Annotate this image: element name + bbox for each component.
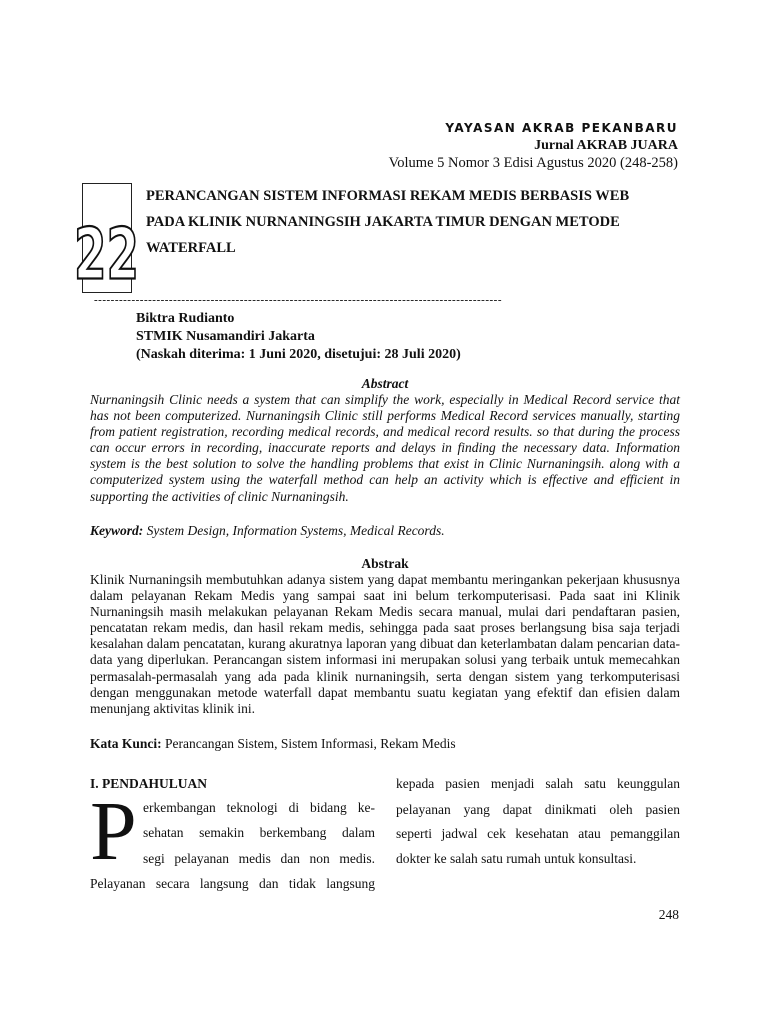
keywords-id [90, 736, 680, 752]
dashed-divider: -------------------------------------------------------------------------------------------------- [94, 294, 502, 306]
body-line: dokter ke salah satu rumah untuk konsultasi. [396, 851, 637, 866]
body-line: segi pelayanan medis dan non medis. [143, 851, 375, 866]
title-line: WATERFALL [146, 240, 236, 256]
title-line: PADA KLINIK NURNANINGSIH JAKARTA TIMUR DENGAN METODE [146, 214, 620, 230]
publisher-name: YAYASAN AKRAB PEKANBARU [445, 121, 678, 135]
journal-name: Jurnal AKRAB JUARA [534, 138, 678, 153]
paper-title [146, 183, 666, 261]
submission-dates: (Naskah diterima: 1 Juni 2020, disetujui: 28 Juli 2020) [136, 347, 461, 362]
keywords-id-label: Kata Kunci: [90, 736, 162, 751]
body-line: sehatan semakin berkembang dalam [143, 825, 375, 840]
body-line: Pelayanan secara langsung dan tidak langsung [90, 876, 375, 891]
chapter-number-badge [73, 183, 140, 296]
volume-info: Volume 5 Nomor 3 Edisi Agustus 2020 (248-258) [388, 155, 678, 171]
keywords-en-list: System Design, Information Systems, Medical Records. [143, 523, 445, 538]
section-heading: I. PENDAHULUAN [90, 776, 208, 791]
body-line: seperti jadwal cek kesehatan atau pemanggilan [396, 826, 680, 841]
drop-cap: P [90, 785, 137, 878]
title-line: PERANCANGAN SISTEM INFORMASI REKAM MEDIS BERBASIS WEB [146, 188, 630, 204]
abstract-id-body: Klinik Nurnaningsih membutuhkan adanya sistem yang dapat membantu meringankan pekerjaan khususnya dalam pelayanan Rekam Medis yang sampai saat ini belum terkomputerisasi. Pada saat ini Klinik Nurnaningsih masih melakukan pelayanan Rekam Medis secara manual, mulai dari pendaftaran pasien, pencatatan rekam medis, dan hasil rekam medis, sehingga pada saat proses berlangsung bisa saja terjadi kesalahan dalam pencatatan, kurang akuratnya laporan yang dibuat dan keterlambatan dalam pencarian data-data yang diperlukan. Perancangan sistem informasi ini merupakan solusi yang terbaik untuk memecahkan permasalah-permasalah yang ada pada klinik nurnaningsih, serta dengan sistem yang terkomputerisasi dengan menggunakan metode waterfall dapat membantu suatu kegiatan yang efektif dan efisien dalam menunjang aktivitas klinik ini. [90, 572, 680, 716]
author-name: Biktra Rudianto [136, 311, 235, 326]
author-block [136, 310, 461, 364]
chapter-number: 22 [73, 213, 140, 296]
keywords-en-label: Keyword: [90, 523, 144, 538]
abstract-id-title: Abstrak [361, 556, 409, 571]
chapter-number-graphic [73, 184, 140, 296]
body-line: erkembangan teknologi di bidang ke- [143, 800, 375, 815]
page-number: 248 [658, 907, 679, 922]
body-line: pelayanan yang dapat dinikmati oleh pasien [396, 802, 680, 817]
author-affiliation: STMIK Nusamandiri Jakarta [136, 329, 315, 344]
keywords-id-list: Perancangan Sistem, Sistem Informasi, Rekam Medis [161, 736, 456, 751]
abstract-en-title: Abstract [361, 376, 409, 391]
abstract-en-body: Nurnaningsih Clinic needs a system that can simplify the work, especially in Medical Record service that has not been computerized. Nurnaningsih Clinic still performs Medical Record services manually, starting from patient registration, recording medical records, and medical record results. so that during the process can occur errors in recording, inaccurate reports and delays in finding the necessary data. Information system is the best solution to solve the handling problems that exist in Clinic Nurnaningsih. along with a computerized system using the waterfall method can help an activity which is effective and efficient in supporting the activities of clinic Nurnaningsih. [90, 392, 680, 504]
body-line: kepada pasien menjadi salah satu keunggulan [396, 776, 680, 791]
keywords-en [90, 523, 680, 539]
